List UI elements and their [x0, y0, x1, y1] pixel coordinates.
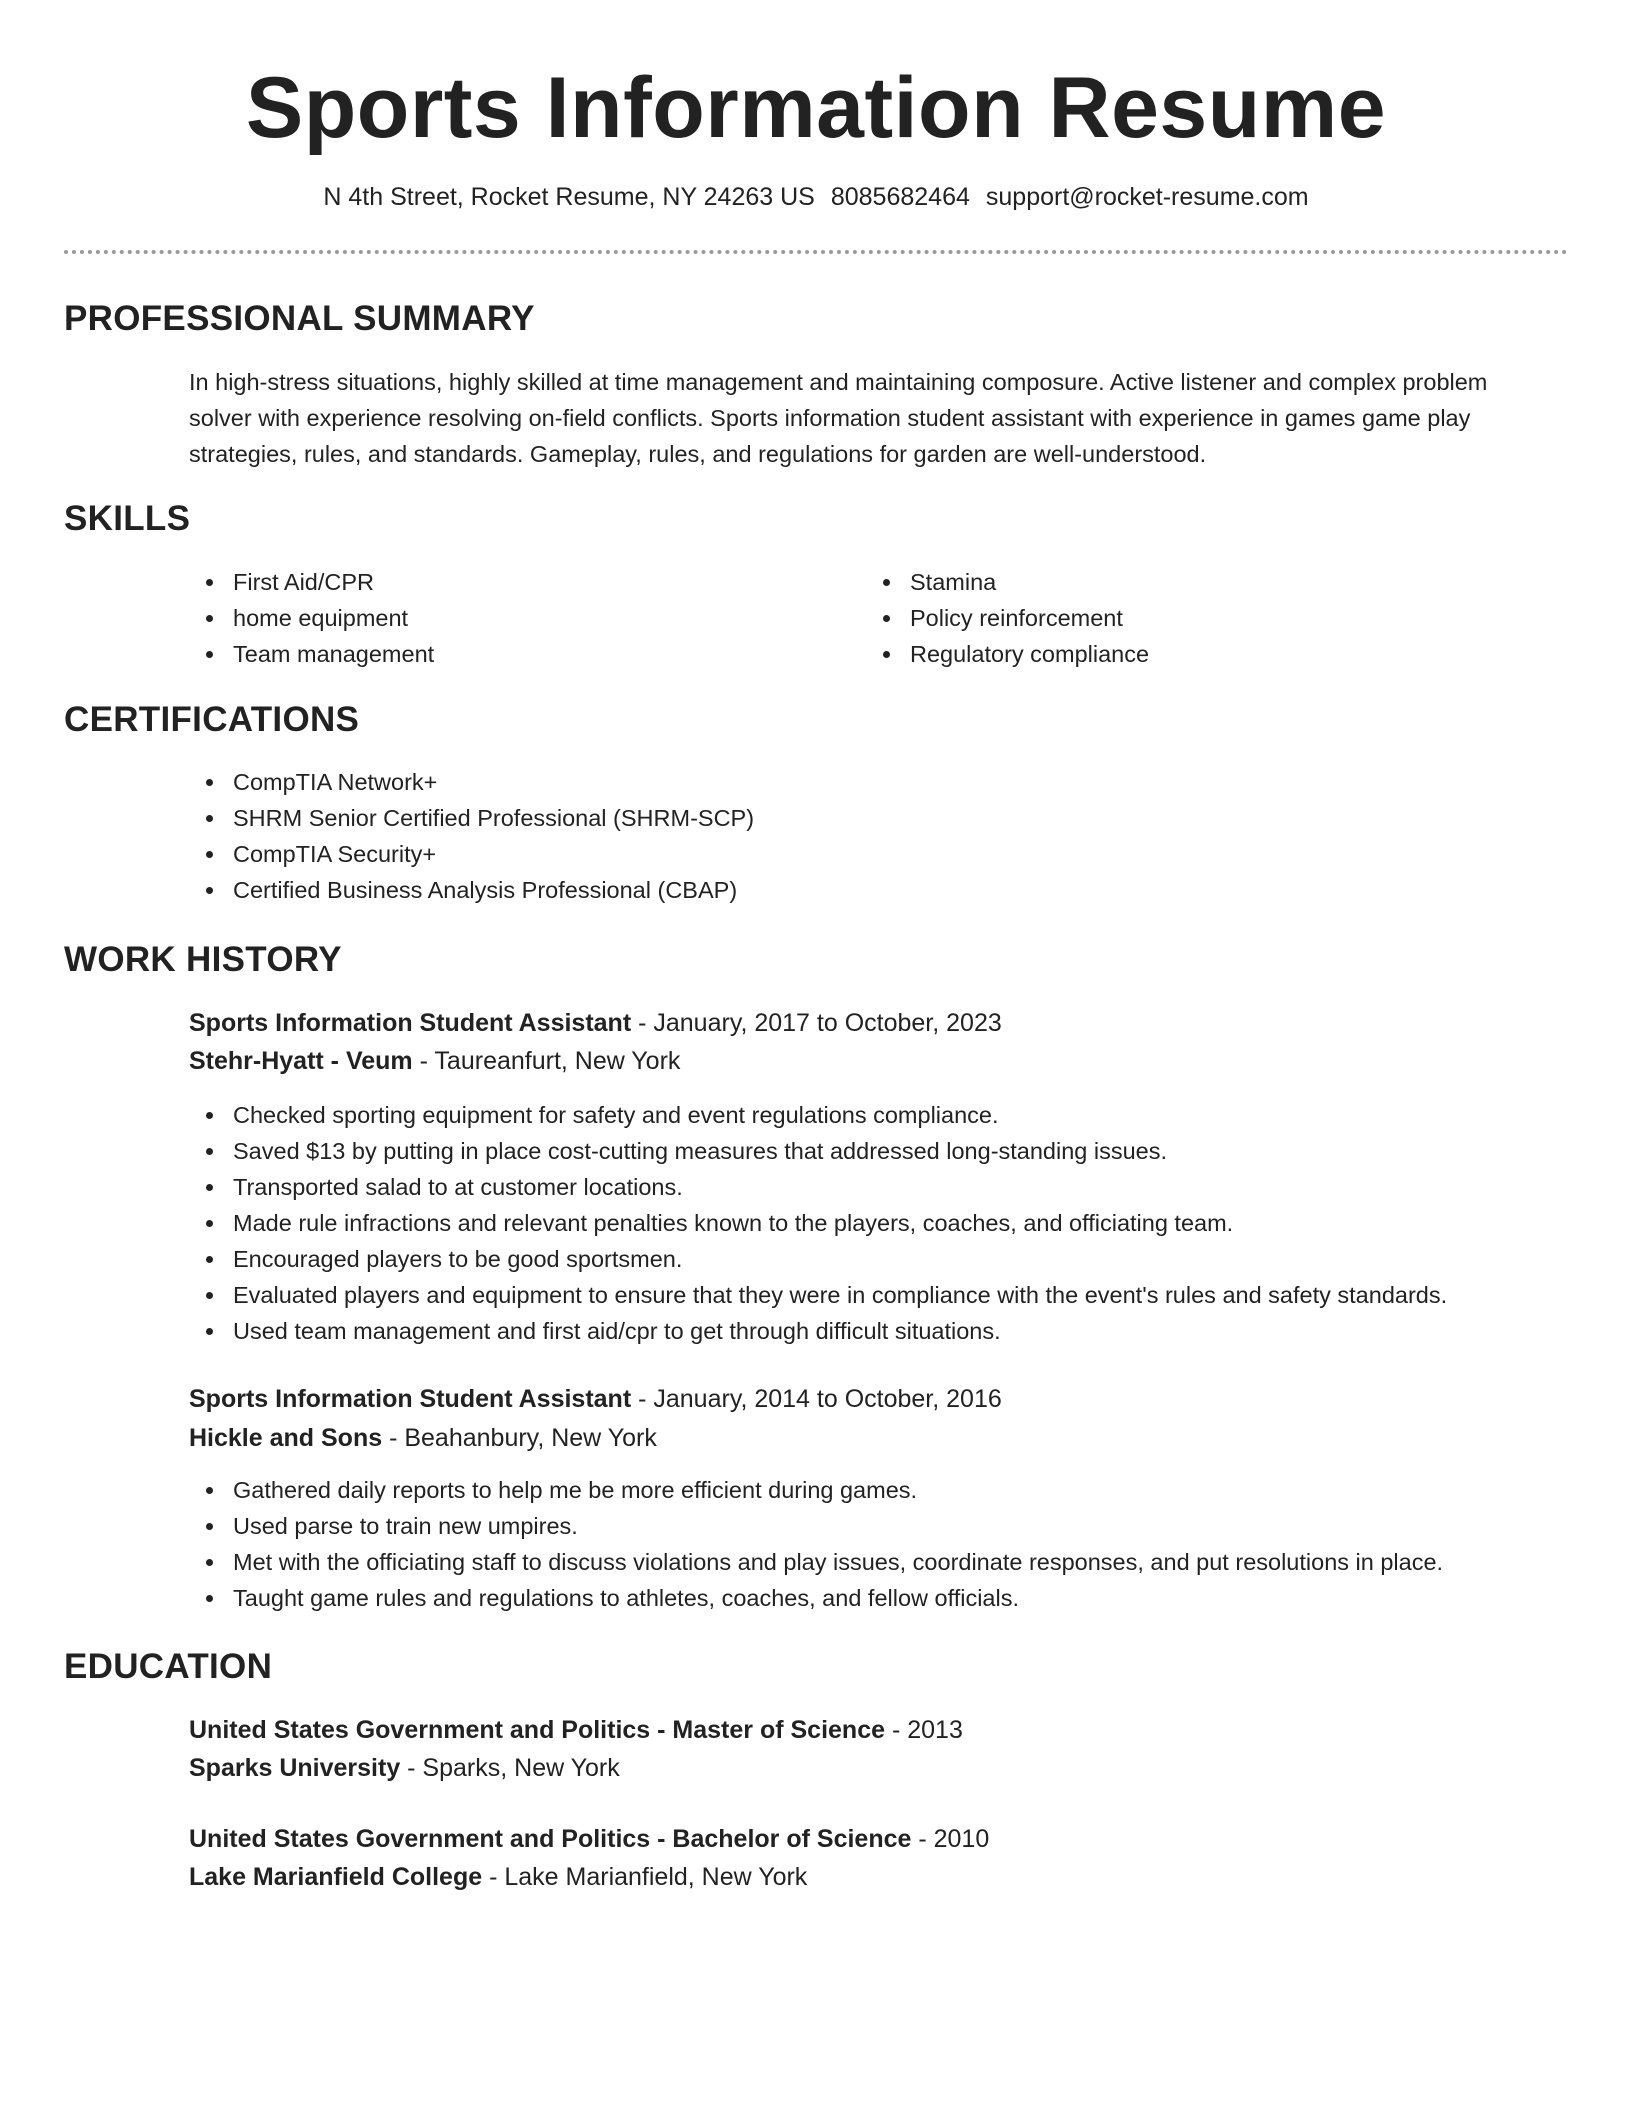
job-company: Hickle and Sons [189, 1424, 383, 1452]
resume-name: Sports Information Resume [245, 60, 1387, 156]
job-duty: Evaluated players and equipment to ensure that they were in compliance with the event's rules and safety standards. [189, 1277, 1447, 1313]
job-dates: - January, 2014 to October, 2016 [631, 1385, 1002, 1413]
job-location: - Beahanbury, New York [382, 1424, 657, 1452]
job-duty: Used team management and first aid/cpr to get through difficult situations. [189, 1313, 1447, 1349]
contact-line [0, 180, 1632, 214]
education-location: - Lake Marianfield, New York [482, 1863, 808, 1891]
education-school: Sparks University [189, 1754, 401, 1782]
job-title-line [189, 1004, 1002, 1042]
education-degree: United States Government and Politics - Master of Science [189, 1716, 886, 1744]
job-dates: - January, 2017 to October, 2023 [631, 1009, 1002, 1037]
job-duty: Made rule infractions and relevant penalties known to the players, coaches, and officiating team. [189, 1205, 1447, 1241]
job-duty: Saved $13 by putting in place cost-cutting measures that addressed long-standing issues. [189, 1133, 1447, 1169]
certification-item: Certified Business Analysis Professional (CBAP) [189, 872, 754, 908]
job-duty: Gathered daily reports to help me be more efficient during games. [189, 1472, 1443, 1508]
certifications-list [189, 764, 754, 908]
work-history-heading: WORK HISTORY [64, 940, 342, 979]
education-heading: EDUCATION [64, 1647, 273, 1686]
certification-item: CompTIA Network+ [189, 764, 754, 800]
job-duties-list [189, 1097, 1447, 1349]
skill-item: Team management [189, 636, 434, 672]
job-duty: Encouraged players to be good sportsmen. [189, 1241, 1447, 1277]
summary-text: In high-stress situations, highly skilled at time management and maintaining composure. Active listener and complex problem solver with experience resolving on-field conflicts. Sports information student assistant with experience in games game play strategies, rules, and standards. Gameplay, rules, and regulations for garden are well-understood. [189, 369, 1488, 467]
education-school: Lake Marianfield College [189, 1863, 483, 1891]
certification-item: CompTIA Security+ [189, 836, 754, 872]
job-role: Sports Information Student Assistant [189, 1009, 632, 1037]
education-school-line [189, 1749, 620, 1787]
contact-phone: 8085682464 [830, 183, 970, 211]
skill-item: Stamina [866, 564, 1149, 600]
certification-item: SHRM Senior Certified Professional (SHRM-SCP) [189, 800, 754, 836]
skill-item: Policy reinforcement [866, 600, 1149, 636]
skill-item: home equipment [189, 600, 434, 636]
skills-list-right [866, 564, 1149, 672]
skills-heading: SKILLS [64, 499, 191, 538]
skills-list-left [189, 564, 434, 672]
summary-heading: PROFESSIONAL SUMMARY [64, 299, 535, 338]
job-duty: Checked sporting equipment for safety and event regulations compliance. [189, 1097, 1447, 1133]
job-company: Stehr-Hyatt - Veum [189, 1047, 413, 1075]
job-duty: Used parse to train new umpires. [189, 1508, 1443, 1544]
education-location: - Sparks, New York [400, 1754, 620, 1782]
education-degree: United States Government and Politics - Bachelor of Science [189, 1825, 912, 1853]
job-role: Sports Information Student Assistant [189, 1385, 632, 1413]
job-title-line [189, 1380, 1002, 1418]
education-degree-line [189, 1711, 963, 1749]
job-duty: Taught game rules and regulations to athletes, coaches, and fellow officials. [189, 1580, 1443, 1616]
education-school-line [189, 1858, 807, 1896]
education-year: - 2010 [911, 1825, 990, 1853]
education-year: - 2013 [885, 1716, 963, 1744]
certifications-heading: CERTIFICATIONS [64, 700, 360, 739]
skill-item: Regulatory compliance [866, 636, 1149, 672]
header-divider [64, 250, 1568, 254]
job-company-line [189, 1419, 657, 1457]
job-duties-list [189, 1472, 1443, 1616]
contact-email: support@rocket-resume.com [985, 183, 1309, 211]
contact-address: N 4th Street, Rocket Resume, NY 24263 US [323, 183, 815, 211]
job-location: - Taureanfurt, New York [412, 1047, 681, 1075]
job-company-line [189, 1042, 680, 1080]
skill-item: First Aid/CPR [189, 564, 434, 600]
education-degree-line [189, 1820, 989, 1858]
job-duty: Transported salad to at customer locations. [189, 1169, 1447, 1205]
job-duty: Met with the officiating staff to discuss violations and play issues, coordinate responses, and put resolutions in place. [189, 1544, 1443, 1580]
